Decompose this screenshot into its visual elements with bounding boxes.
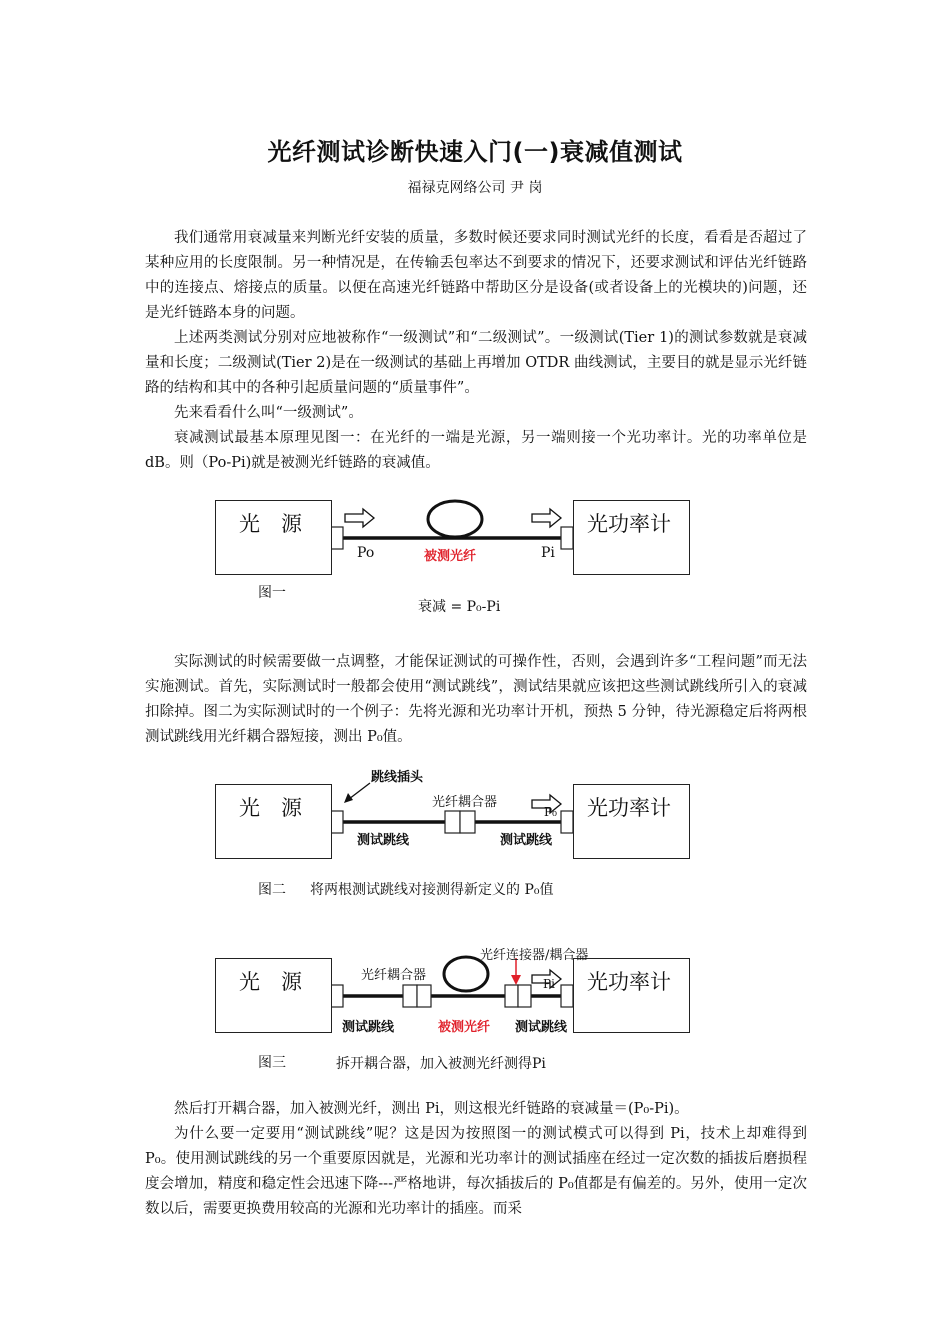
figure-2-caption: 将两根测试跳线对接测得新定义的 P₀值 bbox=[310, 882, 554, 898]
jumper-left-label-3: 测试跳线 bbox=[342, 1020, 395, 1035]
paragraph-open-coupler: 然后打开耦合器，加入被测光纤，测出 Pi，则这根光纤链路的衰减量＝(P₀-Pi)。 bbox=[174, 1101, 689, 1117]
coupler-label-2: 光纤耦合器 bbox=[432, 795, 498, 810]
connector-coupler-label: 光纤连接器/耦合器 bbox=[480, 948, 589, 963]
paragraph-tiers: 上述两类测试分别对应地被称作“一级测试”和“二级测试”。一级测试(Tier 1)的测试参数就是衰减量和长度；二级测试(Tier 2)是在一级测试的基础上再增加 OTDR 曲线测试，主要目的就是显示光纤链路的结构和其中的各种引起质量问题的“质量事件”。 bbox=[145, 330, 807, 396]
pi-label: Pi bbox=[541, 545, 555, 561]
figure-2-number: 图二 bbox=[258, 882, 286, 898]
figure-1-caption: 图一 bbox=[258, 585, 286, 601]
jumper-left-label-2: 测试跳线 bbox=[357, 833, 410, 848]
pi-label-3: Pi bbox=[543, 977, 555, 991]
power-meter-label: 光功率计 bbox=[587, 512, 671, 536]
light-source-label-3: 光 源 bbox=[239, 970, 302, 994]
jumper-plug-label: 跳线插头 bbox=[371, 770, 424, 785]
figure-3-number: 图三 bbox=[258, 1055, 286, 1071]
attenuation-formula: 衰减 = P₀-Pi bbox=[418, 599, 501, 615]
light-source-label-2: 光 源 bbox=[239, 796, 302, 820]
figure-3-caption: 拆开耦合器，加入被测光纤测得Pi bbox=[336, 1056, 546, 1072]
power-meter-label-2: 光功率计 bbox=[587, 796, 671, 820]
paragraph-intro: 我们通常用衰减量来判断光纤安装的质量，多数时候还要求同时测试光纤的长度，看看是否超过了某种应用的长度限制。另一种情况是，在传输丢包率达不到要求的情况下，还要求测试和评估光纤链路中的连接点、熔接点的质量。以便在高速光纤链路中帮助区分是设备(或者设备上的光模块的)问题，还是光纤链路本身的问题。 bbox=[145, 230, 807, 321]
page-title: 光纤测试诊断快速入门(一)衰减值测试 bbox=[267, 138, 683, 166]
paragraph-why-jumpers: 为什么要一定要用“测试跳线”呢？这是因为按照图一的测试模式可以得到 Pi，技术上却难得到 P₀。使用测试跳线的另一个重要原因就是，光源和光功率计的测试插座在经过一定次数的插拔后磨损程度会增加，精度和稳定性会迅速下降---严格地讲，每次插拔后的 P₀值都是有偏差的。另外，使用一定次数以后，需要更换费用较高的光源和光功率计的插座。而采 bbox=[145, 1126, 807, 1217]
fiber-under-test-label: 被测光纤 bbox=[424, 549, 477, 564]
po-label: Po bbox=[357, 545, 375, 561]
paragraph-practical: 实际测试的时候需要做一点调整，才能保证测试的可操作性，否则，会遇到许多“工程问题”而无法实施测试。首先，实际测试时一般都会使用“测试跳线”，测试结果就应该把这些测试跳线所引入的衰减扣除掉。图二为实际测试时的一个例子：先将光源和光功率计开机，预热 5 分钟，待光源稳定后将两根测试跳线用光纤耦合器短接，测出 P₀值。 bbox=[145, 654, 807, 745]
power-meter-label-3: 光功率计 bbox=[587, 970, 671, 994]
fiber-under-test-label-3: 被测光纤 bbox=[438, 1020, 491, 1035]
p0-label: P₀ bbox=[544, 805, 557, 819]
jumper-right-label-3: 测试跳线 bbox=[515, 1020, 568, 1035]
author-line: 福禄克网络公司 尹 岗 bbox=[407, 180, 543, 196]
jumper-right-label-2: 测试跳线 bbox=[500, 833, 553, 848]
paragraph-principle: 衰减测试最基本原理见图一：在光纤的一端是光源，另一端则接一个光功率计。光的功率单位是 dB。则（Po-Pi)就是被测光纤链路的衰减值。 bbox=[145, 430, 807, 471]
paragraph-tier1-intro: 先来看看什么叫“一级测试”。 bbox=[174, 405, 363, 421]
light-source-label: 光 源 bbox=[239, 512, 302, 536]
coupler-label-3: 光纤耦合器 bbox=[361, 968, 427, 983]
